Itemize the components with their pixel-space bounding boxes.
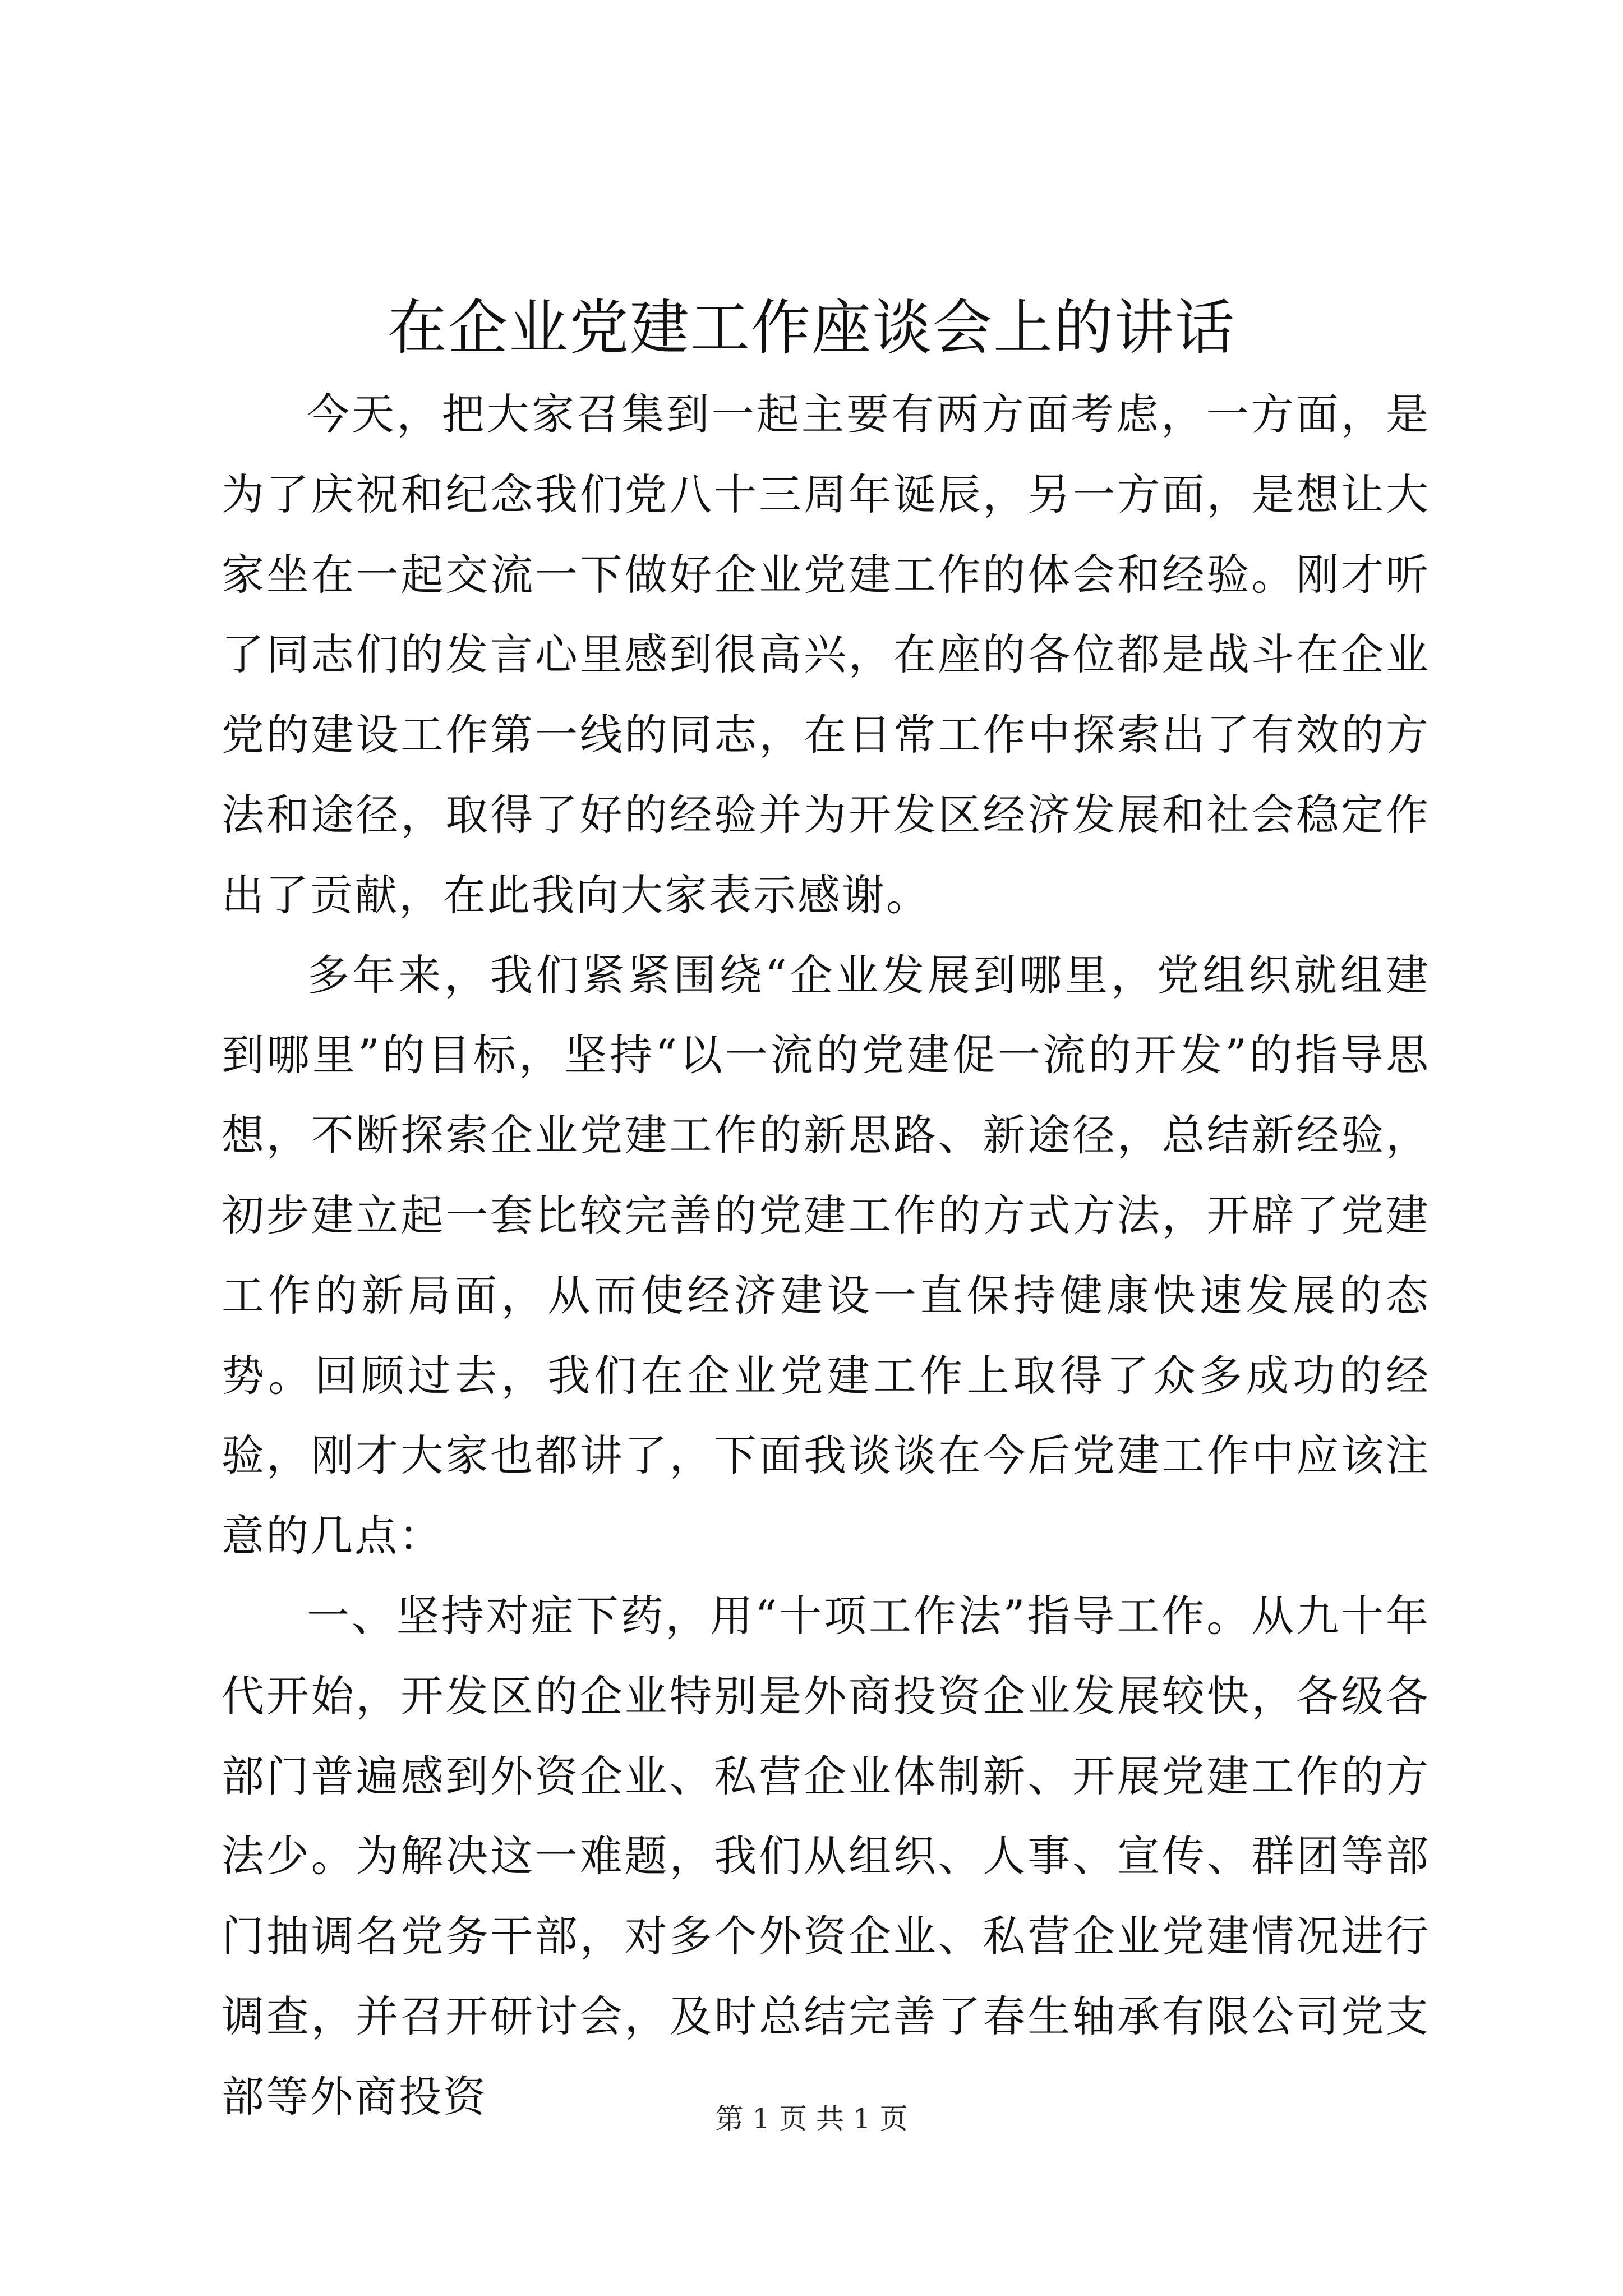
document-body [222, 375, 1430, 2137]
document-title: 在企业党建工作座谈会上的讲话 [388, 293, 1235, 362]
page-footer: 第 1 页 共 1 页 [715, 2102, 908, 2135]
paragraph-2: 多年来，我们紧紧围绕“企业发展到哪里，党组织就组建到哪里”的目标，坚持“以一流的党建促一流的开发”的指导思想，不断探索企业党建工作的新思路、新途径，总结新经验，初步建立起一套比较完善的党建工作的方式方法，开辟了党建工作的新局面，从而使经济建设一直保持健康快速发展的态势。回顾过去，我们在企业党建工作上取得了众多成功的经验，刚才大家也都讲了，下面我谈谈在今后党建工作中应该注意的几点： [222, 950, 1430, 1561]
paragraph-1: 今天，把大家召集到一起主要有两方面考虑，一方面，是为了庆祝和纪念我们党八十三周年诞辰，另一方面，是想让大家坐在一起交流一下做好企业党建工作的体会和经验。刚才听了同志们的发言心里感到很高兴，在座的各位都是战斗在企业党的建设工作第一线的同志，在日常工作中探索出了有效的方法和途径，取得了好的经验并为开发区经济发展和社会稳定作出了贡献，在此我向大家表示感谢。 [222, 389, 1430, 920]
paragraph-3: 一、坚持对症下药，用“十项工作法”指导工作。从九十年代开始，开发区的企业特别是外商投资企业发展较快，各级各部门普遍感到外资企业、私营企业体制新、开展党建工作的方法少。为解决这一难题，我们从组织、人事、宣传、群团等部门抽调名党务干部，对多个外资企业、私营企业党建情况进行调查，并召开研讨会，及时总结完善了春生轴承有限公司党支部等外商投资 [222, 1590, 1430, 2122]
